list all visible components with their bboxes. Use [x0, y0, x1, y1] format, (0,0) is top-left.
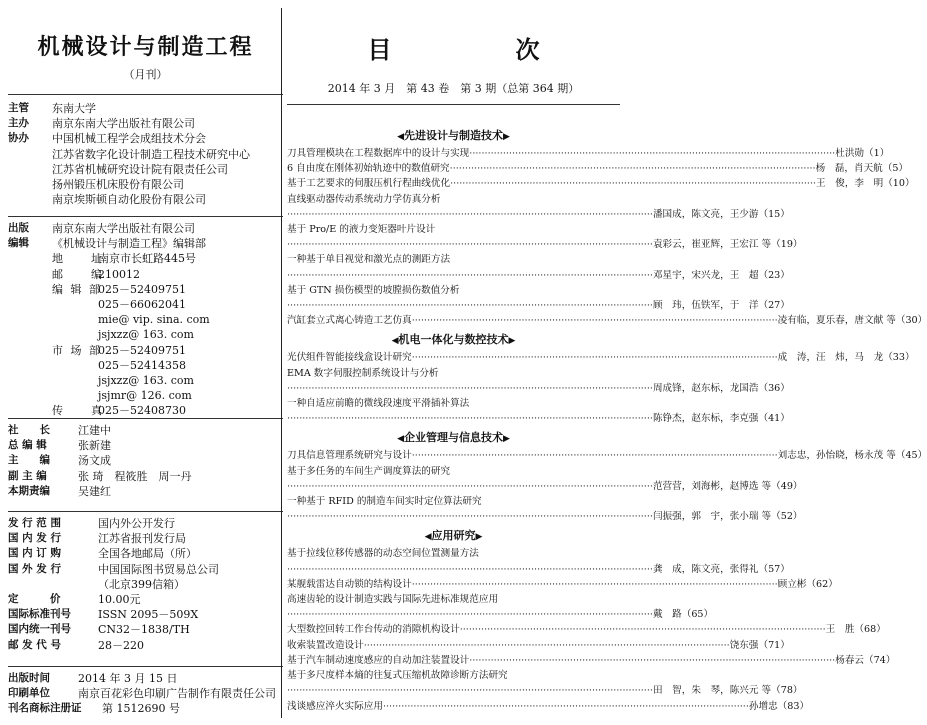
article-authors: 饶东强（71） [729, 639, 790, 651]
dist-row [8, 638, 283, 653]
staff-label: 主 编 [8, 454, 50, 467]
toc-section-heading [287, 430, 620, 446]
footer-value: 2014 年 3 月 15 日 [78, 672, 178, 685]
toc-article[interactable] [287, 192, 790, 222]
toc-article[interactable] [287, 638, 790, 653]
toc-article[interactable] [287, 448, 927, 463]
staff-value: 张新建 [78, 439, 111, 453]
masthead-editorial [8, 220, 283, 418]
footer-label: 印刷单位 [8, 687, 50, 700]
leader-dots: ························································································································ [411, 315, 778, 327]
address-value: 南京市长虹路445号 [98, 252, 196, 266]
publisher-value: 南京东南大学出版社有限公司 [52, 222, 195, 235]
section-name: 先进设计与制造技术 [404, 129, 503, 142]
article-authors: 王 胜（68） [825, 624, 886, 636]
toc-article[interactable] [287, 668, 803, 698]
leader-dots: ························································································································ [450, 178, 817, 190]
article-title: 某舰载雷达自动锁的结构设计 [287, 578, 412, 590]
co-value: 中国机械工程学会成组技术分会 [52, 132, 206, 146]
toc-section-heading [287, 332, 620, 348]
triangle-right-icon: ▶ [475, 532, 483, 543]
leader-dots: ························································································································ [363, 639, 730, 651]
article-authors: 成 涛，汪 炜，马 龙（33） [777, 352, 915, 364]
staff-label: 社 长 [8, 424, 50, 436]
co-label: 协办 [8, 132, 29, 145]
toc-article[interactable] [287, 592, 714, 622]
dist-label: 国内统一刊号 [8, 623, 71, 636]
leader-dots: ························································································································ [287, 208, 653, 220]
article-title: 大型数控回转工作台传动的消隙机构设计 [287, 624, 460, 636]
editdept-phone: 025－52409751 [98, 282, 186, 296]
toc-article[interactable] [287, 622, 886, 637]
staff-row [8, 484, 283, 499]
fax-value: 025－52408730 [98, 404, 186, 418]
leader-dots: ························································································································ [287, 511, 653, 523]
dist-row [8, 516, 283, 531]
article-authors: 田 智，朱 琴，陈兴元 等（78） [652, 685, 803, 697]
triangle-left-icon: ◀ [424, 532, 432, 543]
article-title: 基于工艺要求的伺服压机行程曲线优化 [287, 178, 451, 190]
table-of-contents [287, 0, 927, 725]
divider [287, 104, 620, 105]
market-phone: 025－52414358 [98, 358, 186, 372]
dist-label: 国际标准刊号 [8, 608, 71, 621]
staff-value: 汤文成 [78, 454, 111, 468]
article-title: 基于 Pro/E 的液力变矩器叶片设计 [287, 224, 436, 236]
toc-section-heading [287, 128, 620, 144]
article-title: 基于拉线位移传感器的动态空间位置测量方法 [287, 548, 479, 560]
host-value: 南京东南大学出版社有限公司 [52, 117, 195, 131]
triangle-right-icon: ▶ [503, 434, 510, 445]
article-title: 高速齿轮的设计制造实践与国际先进标准规范应用 [287, 594, 499, 606]
leader-dots: ························································································································ [287, 413, 653, 425]
article-title: 基于多尺度样本熵的往复式压缩机故障诊断方法研究 [287, 670, 508, 682]
dist-value: CN32－1838/TH [98, 623, 190, 637]
leader-dots: ························································································································ [287, 480, 653, 492]
toc-article[interactable] [287, 283, 790, 313]
article-title: EMA 数字伺服控制系统设计与分析 [287, 367, 439, 379]
section-name: 应用研究 [431, 529, 476, 543]
leader-dots: ························································································································ [459, 624, 826, 636]
host-label: 主办 [8, 117, 29, 130]
article-title: 汽缸套立式离心铸造工艺仿真 [287, 315, 412, 327]
toc-article[interactable] [287, 222, 803, 252]
footer-value: 第 1512690 号 [102, 702, 180, 716]
staff-value: 江建中 [78, 424, 111, 437]
article-authors: 杜洪勋（1） [835, 148, 890, 159]
leader-dots: ························································································································ [287, 239, 653, 251]
leader-dots: ························································································································ [411, 352, 778, 364]
fax-label: 传 真 [52, 404, 104, 418]
staff-row [8, 423, 283, 438]
dist-value: （北京399信箱） [98, 577, 185, 591]
masthead-sponsors [8, 100, 283, 207]
dist-value: 江苏省报刊发行局 [98, 532, 186, 546]
toc-article[interactable] [287, 653, 896, 668]
dist-row [8, 577, 283, 592]
triangle-right-icon: ▶ [503, 132, 510, 142]
dist-value: 国内外公开发行 [98, 517, 175, 530]
toc-article[interactable] [287, 252, 790, 282]
triangle-right-icon: ▶ [508, 336, 516, 347]
footer-value: 南京百花彩色印刷广告制作有限责任公司 [78, 687, 276, 701]
dist-label: 邮 发 代 号 [8, 638, 61, 651]
leader-dots: ························································································································ [469, 654, 836, 666]
dist-label: 发 行 范 围 [8, 517, 61, 529]
article-authors: 戴 路（65） [652, 609, 714, 621]
toc-title: 目 次 [367, 36, 590, 64]
toc-article[interactable] [287, 396, 790, 426]
leader-dots: ························································································································ [287, 563, 653, 575]
article-authors: 刘志忠，孙怡晓，杨永茂 等（45） [777, 450, 927, 462]
dist-row [8, 592, 283, 607]
market-phone: 025－52409751 [98, 343, 186, 357]
leader-dots: ························································································································ [411, 578, 778, 590]
column-divider [281, 8, 282, 718]
footer-label: 刊名商标注册证 [8, 702, 82, 715]
article-title: 一种自适应前瞻的微线段速度平滑插补算法 [287, 398, 470, 410]
sponsor-value: 东南大学 [52, 102, 96, 115]
editdept-label: 编 辑 部 [52, 282, 102, 296]
toc-article[interactable] [287, 577, 838, 592]
staff-row [8, 453, 283, 468]
section-name: 机电一体化与数控技术 [398, 333, 509, 347]
co-value: 江苏省机械研究设计院有限责任公司 [52, 162, 228, 176]
staff-value: 吴建红 [78, 484, 111, 498]
toc-article[interactable] [287, 313, 927, 328]
toc-article[interactable] [287, 366, 790, 396]
leader-dots: ························································································································ [469, 148, 836, 159]
address-label: 地 址 [52, 252, 104, 266]
dist-row [8, 562, 283, 577]
editor-label: 编辑 [8, 237, 29, 250]
section-name: 企业管理与信息技术 [404, 431, 503, 445]
toc-section-heading [287, 528, 620, 544]
article-title: 刀具信息管理系统研究与设计 [287, 450, 412, 462]
toc-article[interactable] [287, 176, 915, 191]
editdept-email[interactable]: mie@ vip. sina. com [98, 313, 210, 327]
toc-article[interactable] [287, 494, 803, 524]
article-authors: 邓星宇，宋兴龙，王 超（23） [652, 269, 790, 281]
leader-dots: ························································································································ [449, 163, 816, 175]
dist-label: 国 外 发 行 [8, 562, 61, 575]
triangle-left-icon: ◀ [397, 132, 404, 142]
article-title: 一种基于单目视觉和激光点的测距方法 [287, 254, 451, 266]
article-authors: 孙增忠（83） [748, 700, 810, 712]
staff-label: 总 编 辑 [8, 439, 47, 452]
footer-row [8, 671, 283, 686]
triangle-left-icon: ◀ [391, 336, 399, 347]
divider [8, 94, 283, 95]
triangle-left-icon: ◀ [397, 434, 404, 445]
toc-article[interactable] [287, 350, 915, 365]
masthead-column [8, 0, 283, 725]
divider [8, 666, 283, 667]
market-email[interactable]: jsjmr@ 126. com [98, 389, 192, 403]
article-title: 基于 GTN 损伤模型的坡膛损伤数值分析 [287, 284, 460, 296]
staff-list [8, 422, 283, 499]
toc-article[interactable] [287, 464, 803, 494]
dist-value: 28－220 [98, 638, 144, 652]
issue-info: 2014 年 3 月 第 43 卷 第 3 期（总第 364 期） [327, 82, 580, 95]
postcode-value: 210012 [98, 267, 140, 281]
article-authors: 杨 磊，肖天航（5） [815, 163, 909, 175]
article-authors: 潘国成，陈文亮，王少游（15） [652, 208, 790, 220]
article-authors: 范营营，刘海彬，赵博选 等（49） [652, 480, 803, 492]
staff-row [8, 438, 283, 453]
article-title: 基于多任务的车间生产调度算法的研究 [287, 465, 451, 477]
leader-dots: ························································································································ [287, 382, 653, 394]
dist-value: 全国各地邮局（所） [98, 547, 197, 561]
article-authors: 杨春云（74） [835, 654, 896, 666]
dist-label: 定 价 [8, 592, 61, 605]
article-title: 收索装置改造设计 [287, 639, 364, 651]
article-title: 6 自由度在刚体初始轨迹中的数值研究 [287, 163, 450, 175]
co-value: 江苏省数字化设计制造工程技术研究中心 [52, 147, 250, 161]
footer-label: 出版时间 [8, 672, 50, 684]
co-value: 扬州锻压机床股份有限公司 [52, 177, 184, 191]
article-authors: 王 俊，李 明（10） [816, 178, 915, 190]
divider [8, 418, 283, 419]
footer-row [8, 686, 283, 701]
dist-row [8, 531, 283, 546]
editdept-phone: 025－66062041 [98, 297, 186, 311]
magazine-title: 机械设计与制造工程 [37, 35, 254, 60]
toc-article[interactable] [287, 161, 909, 176]
article-authors: 闫振强，郭 宇，张小瑞 等（52） [652, 511, 803, 523]
toc-article[interactable] [287, 699, 810, 714]
leader-dots: ························································································································ [287, 300, 653, 312]
article-title: 基于汽车制动速度感应的自动加注装置设计 [287, 654, 470, 666]
dist-label: 国 内 订 购 [8, 547, 61, 560]
leader-dots: ························································································································ [287, 685, 653, 697]
staff-label: 副 主 编 [8, 469, 47, 482]
leader-dots: ························································································································ [411, 450, 778, 462]
leader-dots: ························································································································ [287, 609, 653, 621]
article-title: 一种基于 RFID 的制造车间实时定位算法研究 [287, 496, 482, 508]
toc-list [287, 124, 927, 714]
footer-row [8, 701, 283, 716]
article-authors: 龚 成，陈文亮，张得礼（57） [652, 563, 790, 575]
toc-article[interactable] [287, 546, 790, 576]
toc-article[interactable] [287, 146, 890, 161]
market-email[interactable]: jsjxzz@ 163. com [98, 373, 194, 387]
co-value: 南京埃斯顿自动化股份有限公司 [52, 193, 206, 207]
dist-value: ISSN 2095－509X [98, 608, 199, 622]
distribution-list [8, 515, 283, 653]
dist-value: 中国国际图书贸易总公司 [98, 562, 219, 576]
article-authors: 顾 玮，伍铁军，于 洋（27） [652, 300, 790, 312]
market-label: 市 场 部 [52, 343, 102, 357]
article-authors: 顾立彬（62） [777, 578, 838, 590]
staff-row [8, 469, 283, 484]
dist-label: 国 内 发 行 [8, 532, 61, 545]
publisher-label: 出版 [8, 222, 29, 234]
article-title: 刀具管理模块在工程数据库中的设计与实现 [287, 148, 470, 159]
dist-row [8, 546, 283, 561]
article-authors: 陈铮杰，赵东标，李克强（41） [652, 413, 790, 425]
dist-row [8, 622, 283, 637]
article-title: 直线驱动器传动系统动力学仿真分析 [287, 193, 441, 205]
dist-value: 10.00元 [98, 592, 141, 606]
postcode-label: 邮 编 [52, 267, 104, 281]
article-title: 浅谈感应淬火实际应用 [287, 700, 383, 712]
publication-footer [8, 670, 283, 717]
magazine-frequency: （月刊） [123, 68, 168, 81]
divider [8, 216, 283, 217]
staff-label: 本期责编 [8, 484, 50, 497]
article-authors: 凌有临，夏乐春，唐文献 等（30） [777, 315, 927, 327]
article-authors: 袁彩云，崔亚辉，王宏江 等（19） [652, 239, 803, 251]
editor-value: 《机械设计与制造工程》编辑部 [52, 237, 206, 251]
dist-row [8, 607, 283, 622]
sponsor-label: 主管 [8, 102, 29, 114]
divider [8, 511, 283, 512]
leader-dots: ························································································································ [287, 269, 653, 281]
editdept-email[interactable]: jsjxzz@ 163. com [98, 328, 194, 342]
leader-dots: ························································································································ [382, 700, 749, 712]
staff-value: 张 琦 程筱胜 周一丹 [78, 469, 192, 483]
article-title: 光伏组件智能接线盒设计研究 [287, 352, 412, 364]
article-authors: 周成锋，赵东标，龙国浩（36） [652, 382, 790, 394]
